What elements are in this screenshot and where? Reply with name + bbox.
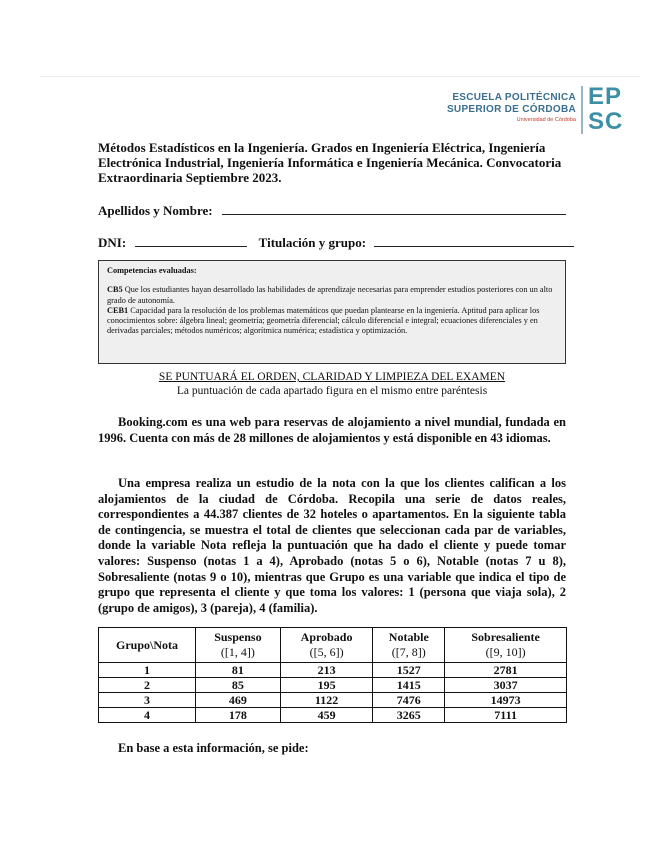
table-cell: 3265 [373, 708, 445, 723]
group-cell: 4 [99, 708, 196, 723]
logo-mark-bottom: SC [588, 108, 624, 135]
column-interval: ([5, 6]) [309, 645, 344, 659]
notice-line2: La puntuación de cada apartado figura en el mismo entre paréntesis [176, 385, 488, 397]
competency-ceb1 [107, 306, 557, 337]
logo-text [447, 92, 576, 124]
column-header [445, 628, 567, 663]
table-cell: 85 [196, 678, 281, 693]
competencies-heading: Competencias evaluadas: [107, 266, 197, 275]
study-paragraph: Una empresa realiza un estudio de la nota con la que los clientes califican a los alojamientos de la ciudad de Córdoba. Recopila una serie de datos reales, correspondientes a 44.387 clientes de 32 hoteles o apartamentos. En la siguiente tabla de contingencia, se muestra el total de clientes que seleccionan cada par de variables, donde la variable Nota refleja la puntuación que ha dado el cliente y puede tomar valores: Suspenso (notas 1 a 4), Aprobado (notas 5 o 6), Notable (notas 7 u 8), Sobresaliente (notas 9 o 10), mientras que Grupo es una variable que indica el tipo de grupo que representa el cliente y que toma los valores: 1 (persona que viaja sola), 2 (grupo de amigos), 3 (pareja), 4 (familia). [98, 476, 566, 615]
table-row [99, 693, 567, 708]
table-cell: 213 [280, 663, 373, 678]
table-cell: 469 [196, 693, 281, 708]
logo-mark [588, 84, 640, 134]
column-label: Suspenso [214, 630, 262, 644]
column-label: Notable [388, 630, 429, 644]
competency-cb5 [107, 285, 557, 306]
dni-blank-line[interactable] [135, 235, 247, 247]
cb5-text: Que los estudiantes hayan desarrollado las habilidades de aprendizaje necesarias para emprender estudios posteriores con un alto grado de autonomía. [107, 285, 553, 305]
table-row [99, 708, 567, 723]
table-row [99, 678, 567, 693]
top-margin [0, 0, 655, 76]
group-cell: 2 [99, 678, 196, 693]
name-blank-line[interactable] [222, 203, 566, 215]
column-interval: ([9, 10]) [485, 645, 526, 659]
grading-notice [98, 370, 566, 398]
table-row [99, 663, 567, 678]
group-cell: 3 [99, 693, 196, 708]
table-cell: 178 [196, 708, 281, 723]
group-cell: 1 [99, 663, 196, 678]
name-field-row [98, 203, 566, 219]
column-header [373, 628, 445, 663]
column-label: Sobresaliente [471, 630, 540, 644]
table-cell: 1415 [373, 678, 445, 693]
column-interval: ([1, 4]) [220, 645, 255, 659]
table-corner-header: Grupo\Nota [99, 628, 196, 663]
logo-divider [581, 86, 583, 134]
dni-label: DNI: [98, 235, 127, 250]
table-cell: 7476 [373, 693, 445, 708]
intro-paragraph: Booking.com es una web para reservas de alojamiento a nivel mundial, fundada en 1996. Cuenta con más de 28 millones de alojamientos y está disponible en 43 idiomas. [98, 415, 566, 445]
contingency-table [98, 627, 567, 723]
column-interval: ([7, 8]) [391, 645, 426, 659]
table-cell: 14973 [445, 693, 567, 708]
competencies-box [98, 260, 566, 364]
table-cell: 1122 [280, 693, 373, 708]
ceb1-text: Capacidad para la resolución de los problemas matemáticos que puedan plantearse en la ingeniería. Aptitud para aplicar los conocimientos sobre: álgebra lineal; geometría; geometría diferencial; cálculo diferencial e integral; ecuaciones diferenciales y en derivadas parciales; métodos numéricos; algorítmica numérica; estadística y optimización. [107, 305, 540, 336]
exam-title: Métodos Estadísticos en la Ingeniería. Grados en Ingeniería Eléctrica, Ingeniería Electrónica Industrial, Ingeniería Informática e Ingeniería Mecánica. Convocatoria Extraordinaria Septiembre 2023. [98, 140, 562, 185]
dni-field-row [98, 235, 574, 251]
closing-prompt: En base a esta información, se pide: [118, 741, 309, 755]
table-header-row [99, 628, 567, 663]
table-cell: 81 [196, 663, 281, 678]
cb5-code: CB5 [107, 285, 123, 295]
table-cell: 195 [280, 678, 373, 693]
school-logo [441, 83, 643, 135]
notice-line1: SE PUNTUARÁ EL ORDEN, CLARIDAD Y LIMPIEZA DEL EXAMEN [158, 371, 506, 383]
table-cell: 7111 [445, 708, 567, 723]
table-cell: 2781 [445, 663, 567, 678]
logo-school-line2: SUPERIOR DE CÓRDOBA [446, 104, 576, 115]
logo-university: Universidad de Córdoba [516, 117, 576, 123]
ceb1-code: CEB1 [107, 305, 129, 315]
logo-mark-top: EP [588, 83, 623, 110]
column-header [280, 628, 373, 663]
degree-blank-line[interactable] [374, 235, 574, 247]
table-cell: 459 [280, 708, 373, 723]
logo-school-line1: ESCUELA POLITÉCNICA [452, 92, 576, 103]
name-label: Apellidos y Nombre: [98, 203, 213, 218]
column-header [196, 628, 281, 663]
degree-label: Titulación y grupo: [258, 235, 367, 250]
column-label: Aprobado [300, 630, 353, 644]
table-cell: 3037 [445, 678, 567, 693]
page-edge [40, 76, 640, 77]
table-cell: 1527 [373, 663, 445, 678]
